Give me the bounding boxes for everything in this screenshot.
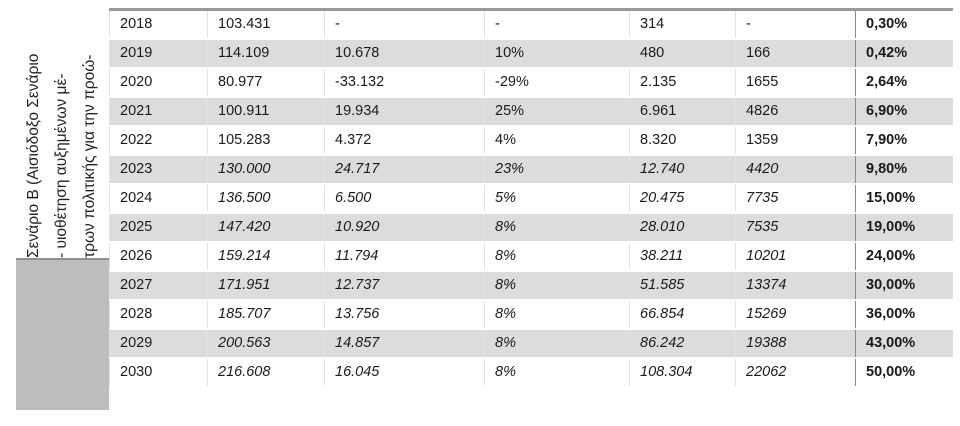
value-cell: 136.500 <box>208 184 325 213</box>
year-cell: 2028 <box>110 300 208 329</box>
total-cell: 314 <box>630 10 736 39</box>
year-cell: 2021 <box>110 97 208 126</box>
total-cell: 12.740 <box>630 155 736 184</box>
change-cell: -33.132 <box>325 68 485 97</box>
table-row <box>110 213 953 242</box>
share-pct-cell: 24,00% <box>856 242 953 271</box>
year-cell: 2025 <box>110 213 208 242</box>
share-pct-cell: 19,00% <box>856 213 953 242</box>
year-cell: 2019 <box>110 39 208 68</box>
change-pct-cell: 25% <box>485 97 630 126</box>
total-cell: 66.854 <box>630 300 736 329</box>
annual-increase-cell: 7735 <box>736 184 856 213</box>
annual-increase-cell: 166 <box>736 39 856 68</box>
share-pct-cell: 0,42% <box>856 39 953 68</box>
change-pct-cell: 8% <box>485 213 630 242</box>
scenario-side-cell <box>16 8 109 410</box>
change-pct-cell: 8% <box>485 271 630 300</box>
change-pct-cell: 8% <box>485 242 630 271</box>
year-cell: 2020 <box>110 68 208 97</box>
table-row <box>110 242 953 271</box>
value-cell: 100.911 <box>208 97 325 126</box>
total-cell: 28.010 <box>630 213 736 242</box>
total-cell: 480 <box>630 39 736 68</box>
share-pct-cell: 15,00% <box>856 184 953 213</box>
value-cell: 147.420 <box>208 213 325 242</box>
annual-increase-cell: - <box>736 10 856 39</box>
annual-increase-cell: 4420 <box>736 155 856 184</box>
share-pct-cell: 9,80% <box>856 155 953 184</box>
total-cell: 86.242 <box>630 329 736 358</box>
change-pct-cell: 5% <box>485 184 630 213</box>
table-row <box>110 358 953 387</box>
change-pct-cell: 8% <box>485 329 630 358</box>
table-row <box>110 155 953 184</box>
change-pct-cell: 10% <box>485 39 630 68</box>
total-cell: 108.304 <box>630 358 736 387</box>
value-cell: 159.214 <box>208 242 325 271</box>
change-cell: 24.717 <box>325 155 485 184</box>
year-cell: 2024 <box>110 184 208 213</box>
change-pct-cell: - <box>485 10 630 39</box>
year-cell: 2018 <box>110 10 208 39</box>
change-cell: 19.934 <box>325 97 485 126</box>
value-cell: 200.563 <box>208 329 325 358</box>
total-cell: 8.320 <box>630 126 736 155</box>
year-cell: 2022 <box>110 126 208 155</box>
change-cell: 4.372 <box>325 126 485 155</box>
value-cell: 105.283 <box>208 126 325 155</box>
scenario-label-cell <box>16 8 109 260</box>
table-row <box>110 126 953 155</box>
change-cell: 12.737 <box>325 271 485 300</box>
year-cell: 2023 <box>110 155 208 184</box>
change-pct-cell: -29% <box>485 68 630 97</box>
value-cell: 185.707 <box>208 300 325 329</box>
table-row <box>110 10 953 39</box>
share-pct-cell: 2,64% <box>856 68 953 97</box>
table-row <box>110 39 953 68</box>
total-cell: 6.961 <box>630 97 736 126</box>
value-cell: 80.977 <box>208 68 325 97</box>
total-cell: 2.135 <box>630 68 736 97</box>
value-cell: 216.608 <box>208 358 325 387</box>
value-cell: 103.431 <box>208 10 325 39</box>
year-cell: 2029 <box>110 329 208 358</box>
annual-increase-cell: 1655 <box>736 68 856 97</box>
share-pct-cell: 30,00% <box>856 271 953 300</box>
value-cell: 171.951 <box>208 271 325 300</box>
scenario-label-cell-shaded <box>16 260 109 410</box>
change-pct-cell: 8% <box>485 358 630 387</box>
scenario-label-line-1: Σενάριο Β (Αισιόδοξο Σενάριο <box>25 53 42 258</box>
annual-increase-cell: 15269 <box>736 300 856 329</box>
year-cell: 2027 <box>110 271 208 300</box>
change-cell: 10.920 <box>325 213 485 242</box>
annual-increase-cell: 7535 <box>736 213 856 242</box>
table-row <box>110 68 953 97</box>
table-row <box>110 184 953 213</box>
change-pct-cell: 8% <box>485 300 630 329</box>
total-cell: 20.475 <box>630 184 736 213</box>
share-pct-cell: 6,90% <box>856 97 953 126</box>
value-cell: 130.000 <box>208 155 325 184</box>
change-cell: 11.794 <box>325 242 485 271</box>
annual-increase-cell: 10201 <box>736 242 856 271</box>
data-table <box>109 8 953 388</box>
total-cell: 51.585 <box>630 271 736 300</box>
annual-increase-cell: 4826 <box>736 97 856 126</box>
change-cell: 13.756 <box>325 300 485 329</box>
change-cell: 16.045 <box>325 358 485 387</box>
year-cell: 2026 <box>110 242 208 271</box>
change-cell: - <box>325 10 485 39</box>
table-row <box>110 97 953 126</box>
annual-increase-cell: 13374 <box>736 271 856 300</box>
change-pct-cell: 23% <box>485 155 630 184</box>
table-row <box>110 329 953 358</box>
scenario-label-line-2: - υιοθέτηση αυξημένων μέ- <box>53 73 70 258</box>
share-pct-cell: 36,00% <box>856 300 953 329</box>
annual-increase-cell: 19388 <box>736 329 856 358</box>
table-row <box>110 300 953 329</box>
share-pct-cell: 0,30% <box>856 10 953 39</box>
change-cell: 14.857 <box>325 329 485 358</box>
scenario-label <box>20 8 104 258</box>
year-cell: 2030 <box>110 358 208 387</box>
scenario-table <box>16 8 952 410</box>
scenario-label-line-3: τρων πολιτικής για την προώ- <box>81 54 98 258</box>
share-pct-cell: 50,00% <box>856 358 953 387</box>
share-pct-cell: 7,90% <box>856 126 953 155</box>
table-row <box>110 271 953 300</box>
value-cell: 114.109 <box>208 39 325 68</box>
change-cell: 10.678 <box>325 39 485 68</box>
share-pct-cell: 43,00% <box>856 329 953 358</box>
change-cell: 6.500 <box>325 184 485 213</box>
change-pct-cell: 4% <box>485 126 630 155</box>
annual-increase-cell: 22062 <box>736 358 856 387</box>
annual-increase-cell: 1359 <box>736 126 856 155</box>
total-cell: 38.211 <box>630 242 736 271</box>
